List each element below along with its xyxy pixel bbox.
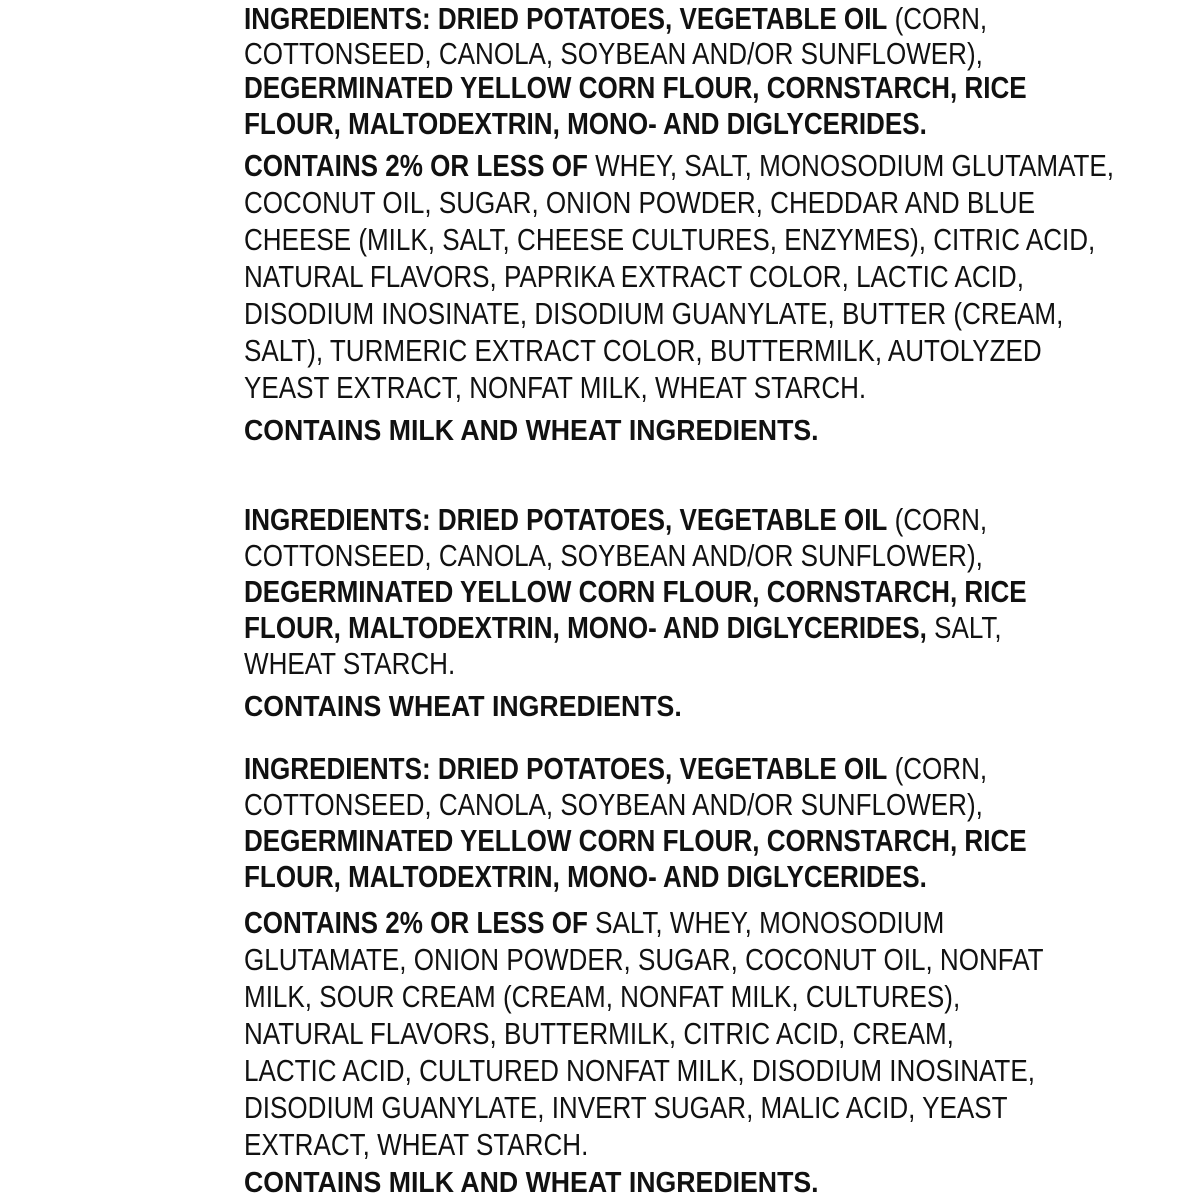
ingredients-line: DEGERMINATED YELLOW CORN FLOUR, CORNSTARCH, RICE [244,823,1027,858]
ingredients-text: (CORN, [887,1,988,36]
contains-less-line: SALT), TURMERIC EXTRACT COLOR, BUTTERMILK, AUTOLYZED [244,333,1042,368]
ingredients-line [244,750,988,787]
ingredients-heading: INGREDIENTS: DRIED POTATOES, VEGETABLE OIL [244,1,888,36]
contains-less-line: MILK, SOUR CREAM (CREAM, NONFAT MILK, CULTURES), [244,979,961,1014]
contains-less-line: EXTRACT, WHEAT STARCH. [244,1127,589,1162]
ingredients-bold-text: FLOUR, MALTODEXTRIN, MONO- AND DIGLYCERIDES, [244,610,927,645]
ingredients-line: COTTONSEED, CANOLA, SOYBEAN AND/OR SUNFLOWER), [244,538,983,573]
allergen-statement: CONTAINS MILK AND WHEAT INGREDIENTS. [244,1167,819,1199]
contains-less-line: YEAST EXTRACT, NONFAT MILK, WHEAT STARCH. [244,370,867,405]
allergen-statement: CONTAINS MILK AND WHEAT INGREDIENTS. [244,415,819,447]
allergen-statement: CONTAINS WHEAT INGREDIENTS. [244,691,682,723]
ingredients-heading: INGREDIENTS: DRIED POTATOES, VEGETABLE OIL [244,502,888,537]
contains-less-text: WHEY, SALT, MONOSODIUM GLUTAMATE, [587,148,1115,183]
contains-less-heading: CONTAINS 2% OR LESS OF [244,905,588,940]
contains-less-line: COCONUT OIL, SUGAR, ONION POWDER, CHEDDAR AND BLUE [244,185,1035,220]
contains-less-line: NATURAL FLAVORS, BUTTERMILK, CITRIC ACID, CREAM, [244,1016,954,1051]
contains-less-line: LACTIC ACID, CULTURED NONFAT MILK, DISODIUM INOSINATE, [244,1053,1035,1088]
contains-less-line: DISODIUM GUANYLATE, INVERT SUGAR, MALIC ACID, YEAST [244,1090,1008,1125]
ingredients-line: COTTONSEED, CANOLA, SOYBEAN AND/OR SUNFLOWER), [244,36,983,71]
contains-less-line [244,147,1115,184]
ingredients-line: FLOUR, MALTODEXTRIN, MONO- AND DIGLYCERIDES. [244,106,927,141]
ingredients-text: SALT, [926,610,1002,645]
contains-less-line: GLUTAMATE, ONION POWDER, SUGAR, COCONUT OIL, NONFAT [244,942,1044,977]
contains-less-line: DISODIUM INOSINATE, DISODIUM GUANYLATE, BUTTER (CREAM, [244,296,1064,331]
contains-less-text: SALT, WHEY, MONOSODIUM [587,905,945,940]
ingredients-line [244,0,988,37]
contains-less-line: NATURAL FLAVORS, PAPRIKA EXTRACT COLOR, LACTIC ACID, [244,259,1024,294]
ingredients-line [244,609,1002,646]
ingredients-text: (CORN, [887,502,988,537]
contains-less-heading: CONTAINS 2% OR LESS OF [244,148,588,183]
ingredients-line: COTTONSEED, CANOLA, SOYBEAN AND/OR SUNFLOWER), [244,787,983,822]
ingredients-line: DEGERMINATED YELLOW CORN FLOUR, CORNSTARCH, RICE [244,70,1027,105]
ingredients-heading: INGREDIENTS: DRIED POTATOES, VEGETABLE OIL [244,751,888,786]
ingredients-line: FLOUR, MALTODEXTRIN, MONO- AND DIGLYCERIDES. [244,859,927,894]
ingredients-line [244,501,988,538]
ingredients-text: (CORN, [887,751,988,786]
contains-less-line: CHEESE (MILK, SALT, CHEESE CULTURES, ENZYMES), CITRIC ACID, [244,222,1096,257]
contains-less-line [244,904,945,941]
ingredients-line: WHEAT STARCH. [244,646,456,681]
ingredients-line: DEGERMINATED YELLOW CORN FLOUR, CORNSTARCH, RICE [244,574,1027,609]
